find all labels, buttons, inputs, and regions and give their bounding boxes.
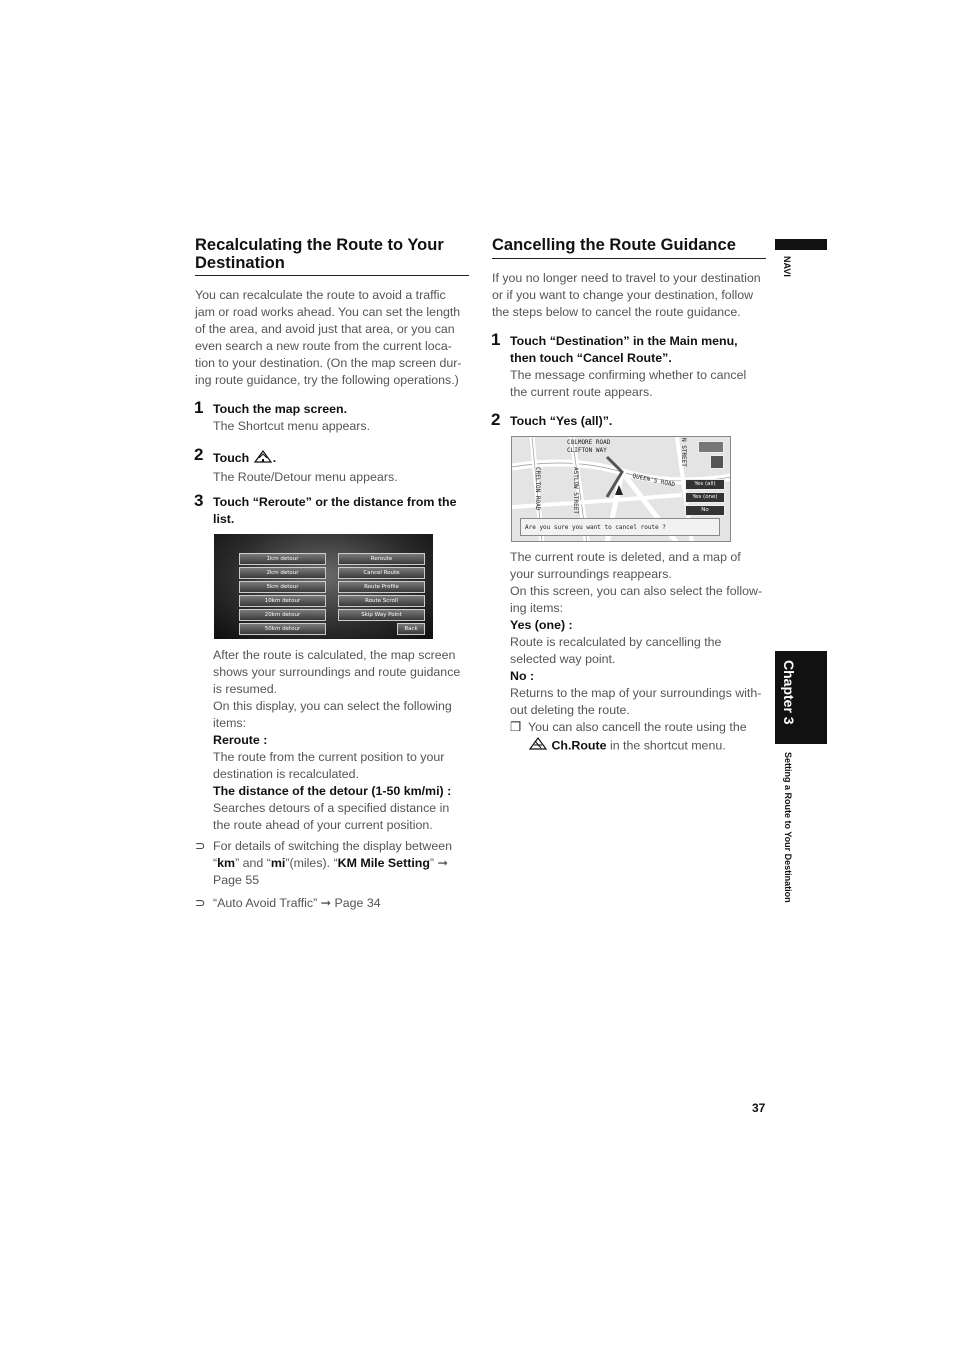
distance-term: The distance of the detour (1-50 km/mi) : [213, 784, 452, 798]
note-tail: in the shortcut menu. [606, 738, 726, 753]
step-title-line: Touch “Destination” in the Main menu, [510, 334, 738, 348]
cancel-route-map-screenshot [511, 436, 731, 542]
intro-line: ing route guidance, try the following operations.) [195, 373, 459, 387]
right-intro [492, 270, 772, 321]
yes-one-term: Yes (one) : [510, 618, 573, 632]
left-note-2 [195, 895, 475, 912]
map-scale-button[interactable] [698, 441, 724, 453]
menu-button-1km[interactable]: 1km detour [239, 553, 326, 565]
reroute-term: Reroute : [213, 733, 268, 747]
left-title-text: Recalculating the Route to Your Destination [195, 236, 444, 272]
yes-one-button[interactable]: Yes (one) [685, 492, 725, 503]
step-number: 1 [491, 330, 501, 349]
step-title: Touch the map screen. [213, 402, 348, 416]
after-line: items: [213, 716, 247, 730]
no-desc: Returns to the map of your surroundings with- [510, 686, 762, 700]
mi-text: mi [270, 856, 286, 870]
menu-button-20km[interactable]: 20km detour [239, 609, 326, 621]
map-orientation-button[interactable] [710, 455, 724, 469]
left-step-1 [213, 401, 473, 435]
cancel-route-prompt: Are you sure you want to cancel route ? [520, 518, 720, 536]
distance-desc: Searches detours of a specified distance in [213, 801, 450, 815]
intro-line: the steps below to cancel the route guidance. [492, 305, 741, 319]
left-note-1 [195, 838, 475, 889]
note-quote: ” and “ [235, 856, 271, 870]
chapter-label: Chapter 3 [781, 660, 797, 725]
detour-shortcut-icon [253, 448, 273, 469]
right-after-text [510, 549, 772, 719]
note-arrow: ” ➞ [429, 856, 448, 870]
reroute-desc: The route from the current position to your [213, 750, 445, 764]
intro-line: You can recalculate the route to avoid a traffic [195, 288, 446, 302]
road-label: QUEEN'S ROAD [631, 472, 676, 489]
no-term: No : [510, 669, 535, 683]
menu-button-route-scroll[interactable]: Route Scroll [338, 595, 425, 607]
note-symbol: ❒ [510, 720, 522, 734]
road-label: CRELTON ROAD [534, 467, 541, 511]
right-title-rule [492, 258, 766, 259]
step-title: Touch “Yes (all)”. [510, 414, 613, 428]
right-section-title: Cancelling the Route Guidance [492, 236, 736, 254]
note-quote: ”(miles). “ [285, 856, 338, 870]
step-desc: The Shortcut menu appears. [213, 419, 371, 433]
step-number: 2 [491, 410, 501, 429]
page-number: 37 [752, 1101, 766, 1115]
intro-line: jam or road works ahead. You can set the length [195, 305, 461, 319]
after-line: is resumed. [213, 682, 278, 696]
menu-button-2km[interactable]: 2km detour [239, 567, 326, 579]
section-label: Setting a Route to Your Destination [783, 752, 793, 903]
km-text: km [217, 856, 236, 870]
note-line: You can also cancell the route using the [528, 720, 747, 734]
menu-button-cancel-route[interactable]: Cancel Route [338, 567, 425, 579]
step-desc-line: the current route appears. [510, 385, 653, 399]
after-line: shows your surroundings and route guidance [213, 665, 461, 679]
menu-button-reroute[interactable]: Reroute [338, 553, 425, 565]
distance-desc: the route ahead of your current position. [213, 818, 433, 832]
menu-button-skip-way-point[interactable]: Skip Way Point [338, 609, 425, 621]
step-title-line: list. [213, 512, 235, 526]
step-title-line: Touch “Reroute” or the distance from the [213, 495, 457, 509]
step-desc-line: The message confirming whether to cancel [510, 368, 747, 382]
km-mile-setting-text: KM Mile Setting [337, 856, 430, 870]
road-label: CULMORE ROAD [567, 439, 611, 446]
left-after-text [213, 647, 475, 834]
route-detour-menu-screenshot [214, 534, 433, 639]
note-text: “Auto Avoid Traffic” ➞ Page 34 [213, 896, 381, 910]
menu-button-50km[interactable]: 50km detour [239, 623, 326, 635]
intro-line: even search a new route from the current loca- [195, 339, 452, 353]
navi-label: NAVI [782, 256, 792, 277]
left-section-title [195, 236, 475, 272]
right-note [510, 719, 775, 756]
after-line: ing items: [510, 601, 564, 615]
note-page-ref: Page 55 [213, 873, 260, 887]
left-step-3 [213, 494, 475, 528]
step-number: 2 [194, 445, 204, 464]
step-title-prefix: Touch [213, 450, 250, 465]
intro-line: of the area, and avoid just that area, or you can [195, 322, 455, 336]
note-line: For details of switching the display between [213, 839, 452, 853]
cancel-route-shortcut-icon [528, 736, 548, 756]
menu-button-back[interactable]: Back [397, 623, 425, 635]
after-line: your surroundings reappears. [510, 567, 672, 581]
menu-button-5km[interactable]: 5km detour [239, 581, 326, 593]
left-step-2 [213, 448, 473, 486]
menu-button-route-profile[interactable]: Route Profile [338, 581, 425, 593]
reroute-desc: destination is recalculated. [213, 767, 360, 781]
intro-line: If you no longer need to travel to your destination [492, 271, 761, 285]
note-symbol: ⊃ [195, 896, 206, 910]
left-intro [195, 287, 470, 389]
road-label: N STREET [680, 438, 687, 467]
step-title-suffix: . [272, 450, 277, 465]
note-quote: “ [213, 856, 218, 870]
step-number: 3 [194, 491, 204, 510]
after-line: After the route is calculated, the map screen [213, 648, 456, 662]
step-desc: The Route/Detour menu appears. [213, 470, 398, 484]
navi-bar [775, 239, 827, 250]
road-label: ASTLOW STREET [572, 467, 579, 514]
intro-line: tion to your destination. (On the map screen dur- [195, 356, 462, 370]
step-title-line: then touch “Cancel Route”. [510, 351, 672, 365]
no-button[interactable]: No [685, 505, 725, 516]
step-number: 1 [194, 398, 204, 417]
right-step-2 [510, 413, 772, 430]
intro-line: or if you want to change your destination, follow [492, 288, 754, 302]
no-desc: out deleting the route. [510, 703, 630, 717]
menu-button-10km[interactable]: 10km detour [239, 595, 326, 607]
left-title-rule [195, 275, 469, 276]
road-label: CLIFTON WAY [567, 447, 607, 454]
yes-one-desc: Route is recalculated by cancelling the [510, 635, 722, 649]
right-step-1 [510, 333, 772, 401]
ch-route-text: Ch.Route [551, 738, 607, 753]
after-line: The current route is deleted, and a map of [510, 550, 741, 564]
after-line: On this display, you can select the following [213, 699, 452, 713]
note-symbol: ⊃ [195, 839, 206, 853]
after-line: On this screen, you can also select the follow- [510, 584, 763, 598]
yes-all-button[interactable]: Yes (all) [685, 479, 725, 490]
yes-one-desc: selected way point. [510, 652, 616, 666]
